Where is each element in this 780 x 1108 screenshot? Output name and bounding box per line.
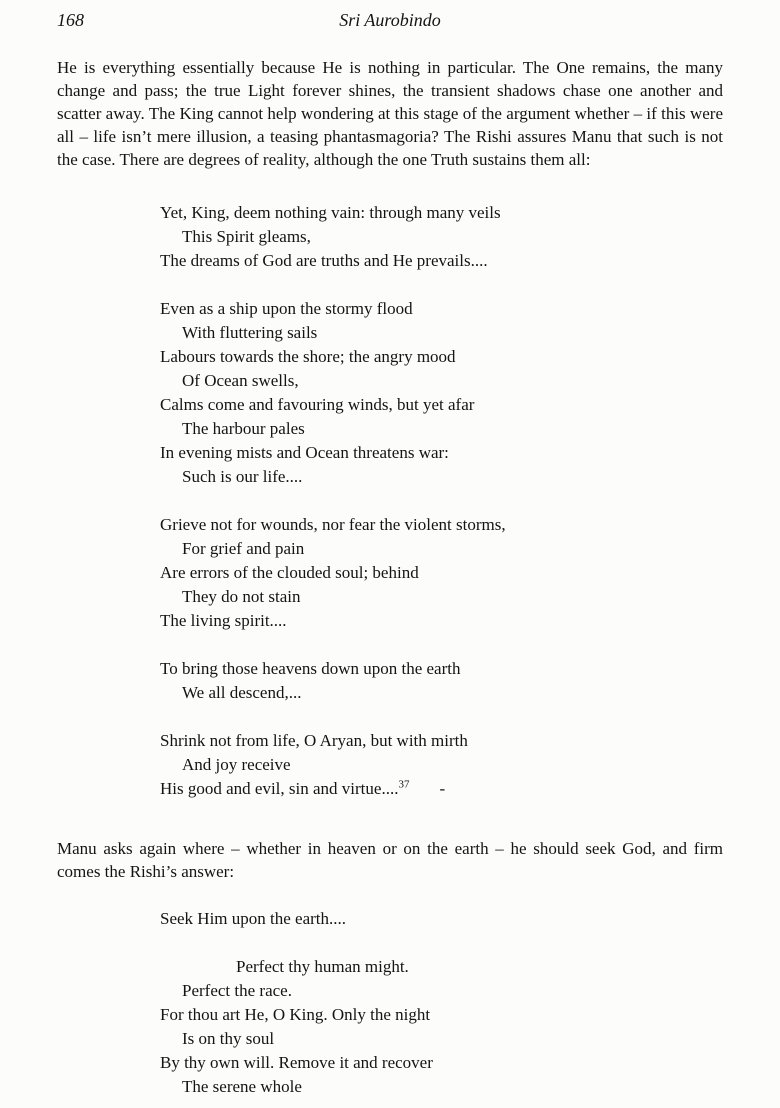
verse-line: For grief and pain <box>182 539 305 558</box>
verse-line: In evening mists and Ocean threatens war: <box>160 443 449 462</box>
verse-line: The harbour pales <box>182 419 305 438</box>
verse-line: Grieve not for wounds, nor fear the violent storms, <box>160 515 506 534</box>
stray-dash: - <box>439 779 446 798</box>
verse-line: We all descend,... <box>182 683 302 702</box>
page-header <box>57 10 723 36</box>
verse-stanza-4 <box>160 657 723 705</box>
verse-line: This Spirit gleams, <box>182 227 311 246</box>
verse-line: Such is our life.... <box>182 467 303 486</box>
verse-line: Perfect the race. <box>182 981 292 1000</box>
verse-line: Labours towards the shore; the angry mood <box>160 347 456 366</box>
verse-stanza-5 <box>160 729 723 801</box>
running-header-title: Sri Aurobindo <box>339 10 441 30</box>
verse-stanza-1 <box>160 201 723 273</box>
manu-paragraph: Manu asks again where – whether in heaven or on the earth – he should seek God, and firm comes the Rishi’s answer: <box>57 839 723 881</box>
intro-paragraph: He is everything essentially because He is nothing in particular. The One remains, the many change and pass; the true Light forever shines, the transient shadows chase one another and scatter away. The King cannot help wondering at this stage of the argument whether – if this were all – life isn’t mere illusion, a teasing phantasmagoria? The Rishi assures Manu that such is not the case. There are degrees of reality, although the one Truth sustains them all: <box>57 58 723 169</box>
verse-stanza-6 <box>160 907 723 931</box>
verse-line: And joy receive <box>182 755 291 774</box>
verse-line: For thou art He, O King. Only the night <box>160 1005 431 1024</box>
page-number: 168 <box>57 10 84 30</box>
footnote-ref: 37 <box>398 778 410 791</box>
verse-line: The serene whole <box>182 1077 302 1096</box>
verse-stanza-3 <box>160 513 723 633</box>
verse-line: Perfect thy human might. <box>236 957 409 976</box>
verse-stanza-2 <box>160 297 723 489</box>
verse-line: To bring those heavens down upon the earth <box>160 659 461 678</box>
verse-line: His good and evil, sin and virtue....$^{37}$ - <box>160 777 723 801</box>
verse-line: Seek Him upon the earth.... <box>160 909 347 928</box>
verse-line: Even as a ship upon the stormy flood <box>160 299 413 318</box>
verse-line: The living spirit.... <box>160 611 287 630</box>
verse-line: Of Ocean swells, <box>182 371 299 390</box>
verse-line: The dreams of God are truths and He prevails.... <box>160 251 488 270</box>
verse-line: Is on thy soul <box>182 1029 275 1048</box>
verse-line: Yet, King, deem nothing vain: through many veils <box>160 203 501 222</box>
verse-line: Calms come and favouring winds, but yet afar <box>160 395 475 414</box>
verse-line: By thy own will. Remove it and recover <box>160 1053 433 1072</box>
verse-stanza-7 <box>160 955 723 1099</box>
verse-line: With fluttering sails <box>182 323 318 342</box>
verse-line: They do not stain <box>182 587 301 606</box>
verse-line: Shrink not from life, O Aryan, but with mirth <box>160 731 468 750</box>
verse-line: Are errors of the clouded soul; behind <box>160 563 419 582</box>
